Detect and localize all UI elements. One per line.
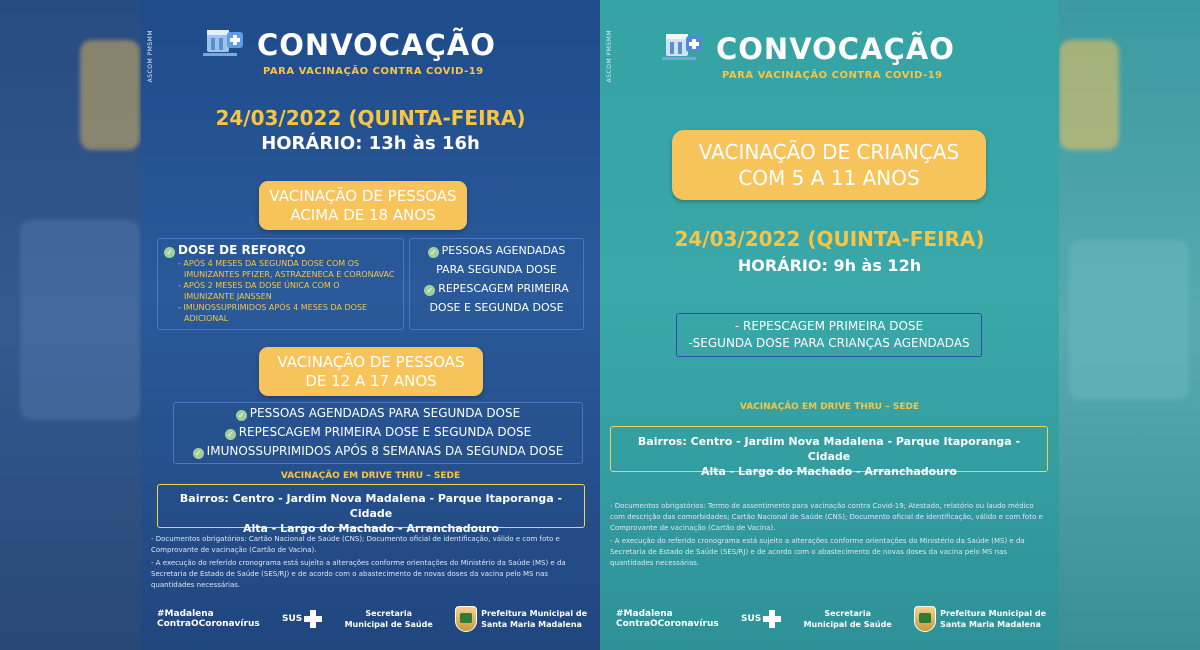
drive-thru-label: VACINAÇÃO EM DRIVE THRU – SEDE [739,402,920,412]
note-schedule: - A execução do referido cronograma está sujeito a alterações conforme orientações do Ministério da Saúde (MS) e da Secretaria de Estado de Saúde (SES/RJ) e de acordo com o abastecimento de novas doses da vacina pelo MS nas quantidades necessárias. [610,537,1025,567]
booster-dose-box [157,238,404,330]
check-icon: ✓ [164,247,175,258]
vaccination-hours: HORÁRIO: 13h às 16h [261,133,480,154]
neighborhoods-line: Bairros: Centro - Jardim Nova Madalena - Parque Itaporanga - Cidade [179,492,563,520]
vaccination-hours: HORÁRIO: 9h às 12h [737,256,922,275]
item-text: PESSOAS AGENDADAS [441,244,566,257]
booster-detail: IMUNIZANTE JANSSEN [184,292,272,301]
ascom-credit: ASCOM PMSMM [606,30,613,83]
health-cross-icon [304,610,322,628]
city-crest-icon [914,606,936,632]
poster-children [600,0,1059,650]
city-hall-line: Santa Maria Madalena [481,620,582,629]
health-cross-icon [763,610,781,628]
teen-groups-box [173,402,583,464]
booster-detail: - IMUNOSSUPRIMIDOS APÓS 4 MESES DA DOSE [178,303,368,312]
ascom-credit: ASCOM PMSMM [147,30,154,83]
check-icon: ✓ [424,285,435,296]
blurred-pill-shape [1059,40,1119,150]
banner-line: VACINAÇÃO DE CRIANÇAS [698,140,960,164]
secretariat-line: Municipal de Saúde [803,620,892,629]
health-secretariat [345,608,433,630]
banner-line: DE 12 A 17 ANOS [305,371,437,390]
city-hall [914,606,1046,632]
hashtag-line: #Madalena [157,609,214,619]
booster-heading: DOSE DE REFORÇO [178,243,306,257]
footer [157,604,587,634]
poster-subtitle: PARA VACINAÇÃO CONTRA COVID-19 [263,66,484,77]
check-icon: ✓ [225,429,236,440]
poster-title: CONVOCAÇÃO [257,28,496,62]
sus-text: SUS [282,614,303,624]
drive-thru-label: VACINAÇÃO EM DRIVE THRU – SEDE [280,471,461,481]
neighborhoods-line: Alta - Largo do Machado - Arranchadouro [242,522,499,535]
banner-line: VACINAÇÃO DE PESSOAS [277,352,465,371]
booster-detail: IMUNIZANTES PFIZER, ASTRAZENECA E CORONAVAC [184,270,395,279]
check-icon: ✓ [193,448,204,459]
blurred-photo-shape [1069,240,1189,400]
campaign-hashtag [157,609,260,629]
city-hall [455,606,587,632]
children-doses-box [676,313,982,357]
campaign-hashtag [616,609,719,629]
dose-line: - REPESCAGEM PRIMEIRA DOSE [734,319,924,333]
vaccination-date: 24/03/2022 (QUINTA-FEIRA) [674,227,985,251]
age-group-banner-children [672,130,986,200]
vaccine-icon [660,30,706,64]
item-text: PARA SEGUNDA DOSE [436,263,557,276]
note-documents: - Documentos obrigatórios: Termo de assentimento para vacinação contra Covid-19; Atestado, relatório ou laudo médico com descrição das comorbidades; Cartão Nacional de Saúde (CNS); Documento oficial de identificação, válido e com foto e Comprovante de vacinação (Cartão de Vacina). [610,502,1043,532]
age-group-banner-12to17 [259,347,483,396]
neighborhoods-box [157,484,585,535]
booster-detail: - APÓS 2 MESES DA DOSE ÚNICA COM O [178,281,340,290]
note-schedule: - A execução do referido cronograma está sujeito a alterações conforme orientações do Ministério da Saúde (MS) e da Secretaria de Estado de Saúde (SES/RJ) e de acordo com o abastecimento de novas doses da vacina pelo MS nas quantidades necessárias. [151,559,566,589]
poster-adults [141,0,600,650]
health-secretariat [804,608,892,630]
banner-line: COM 5 A 11 ANOS [738,166,920,190]
poster-subtitle: PARA VACINAÇÃO CONTRA COVID-19 [722,70,943,81]
item-text: DOSE E SEGUNDA DOSE [429,301,564,314]
secretariat-line: Municipal de Saúde [344,620,433,629]
booster-detail: - APÓS 4 MESES DA SEGUNDA DOSE COM OS [178,259,360,268]
item-text: REPESCAGEM PRIMEIRA DOSE E SEGUNDA DOSE [238,425,532,439]
background-left [0,0,141,650]
vaccine-icon [201,26,247,60]
age-group-banner-18plus [259,181,467,230]
item-text: REPESCAGEM PRIMEIRA [438,282,569,295]
secretariat-line: Secretaria [365,609,412,618]
city-hall-line: Prefeitura Municipal de [940,609,1046,618]
city-hall-line: Prefeitura Municipal de [481,609,587,618]
secretariat-line: Secretaria [824,609,871,618]
check-icon: ✓ [236,410,247,421]
hashtag-line: ContraOCoronavírus [616,619,719,629]
footer [616,604,1046,634]
second-dose-box [409,238,584,330]
sus-logo [741,610,781,628]
booster-detail: ADICIONAL [184,314,229,323]
dose-line: -SEGUNDA DOSE PARA CRIANÇAS AGENDADAS [688,336,970,350]
hashtag-line: ContraOCoronavírus [157,619,260,629]
blurred-photo-shape [20,220,140,420]
notes [610,501,1050,571]
background-right [1059,0,1200,650]
note-documents: - Documentos obrigatórios: Cartão Nacional de Saúde (CNS); Documento oficial de identificação, válido e com foto e Comprovante de vacinação (Cartão de Vacina). [151,535,560,554]
neighborhoods-line: Alta - Largo do Machado - Arranchadouro [700,465,957,478]
banner-line: ACIMA DE 18 ANOS [290,205,436,224]
notes [151,534,587,593]
sus-logo [282,610,322,628]
hashtag-line: #Madalena [616,609,673,619]
neighborhoods-box [610,426,1048,478]
city-hall-line: Santa Maria Madalena [940,620,1041,629]
poster-title: CONVOCAÇÃO [716,32,955,66]
city-crest-icon [455,606,477,632]
vaccination-date: 24/03/2022 (QUINTA-FEIRA) [215,106,526,130]
blurred-pill-shape [80,40,140,150]
sus-text: SUS [741,614,762,624]
banner-line: VACINAÇÃO DE PESSOAS [269,186,457,205]
neighborhoods-line: Bairros: Centro - Jardim Nova Madalena - Parque Itaporanga - Cidade [637,435,1021,463]
item-text: PESSOAS AGENDADAS PARA SEGUNDA DOSE [249,406,521,420]
item-text: IMUNOSSUPRIMIDOS APÓS 8 SEMANAS DA SEGUNDA DOSE [206,444,564,458]
check-icon: ✓ [428,247,439,258]
